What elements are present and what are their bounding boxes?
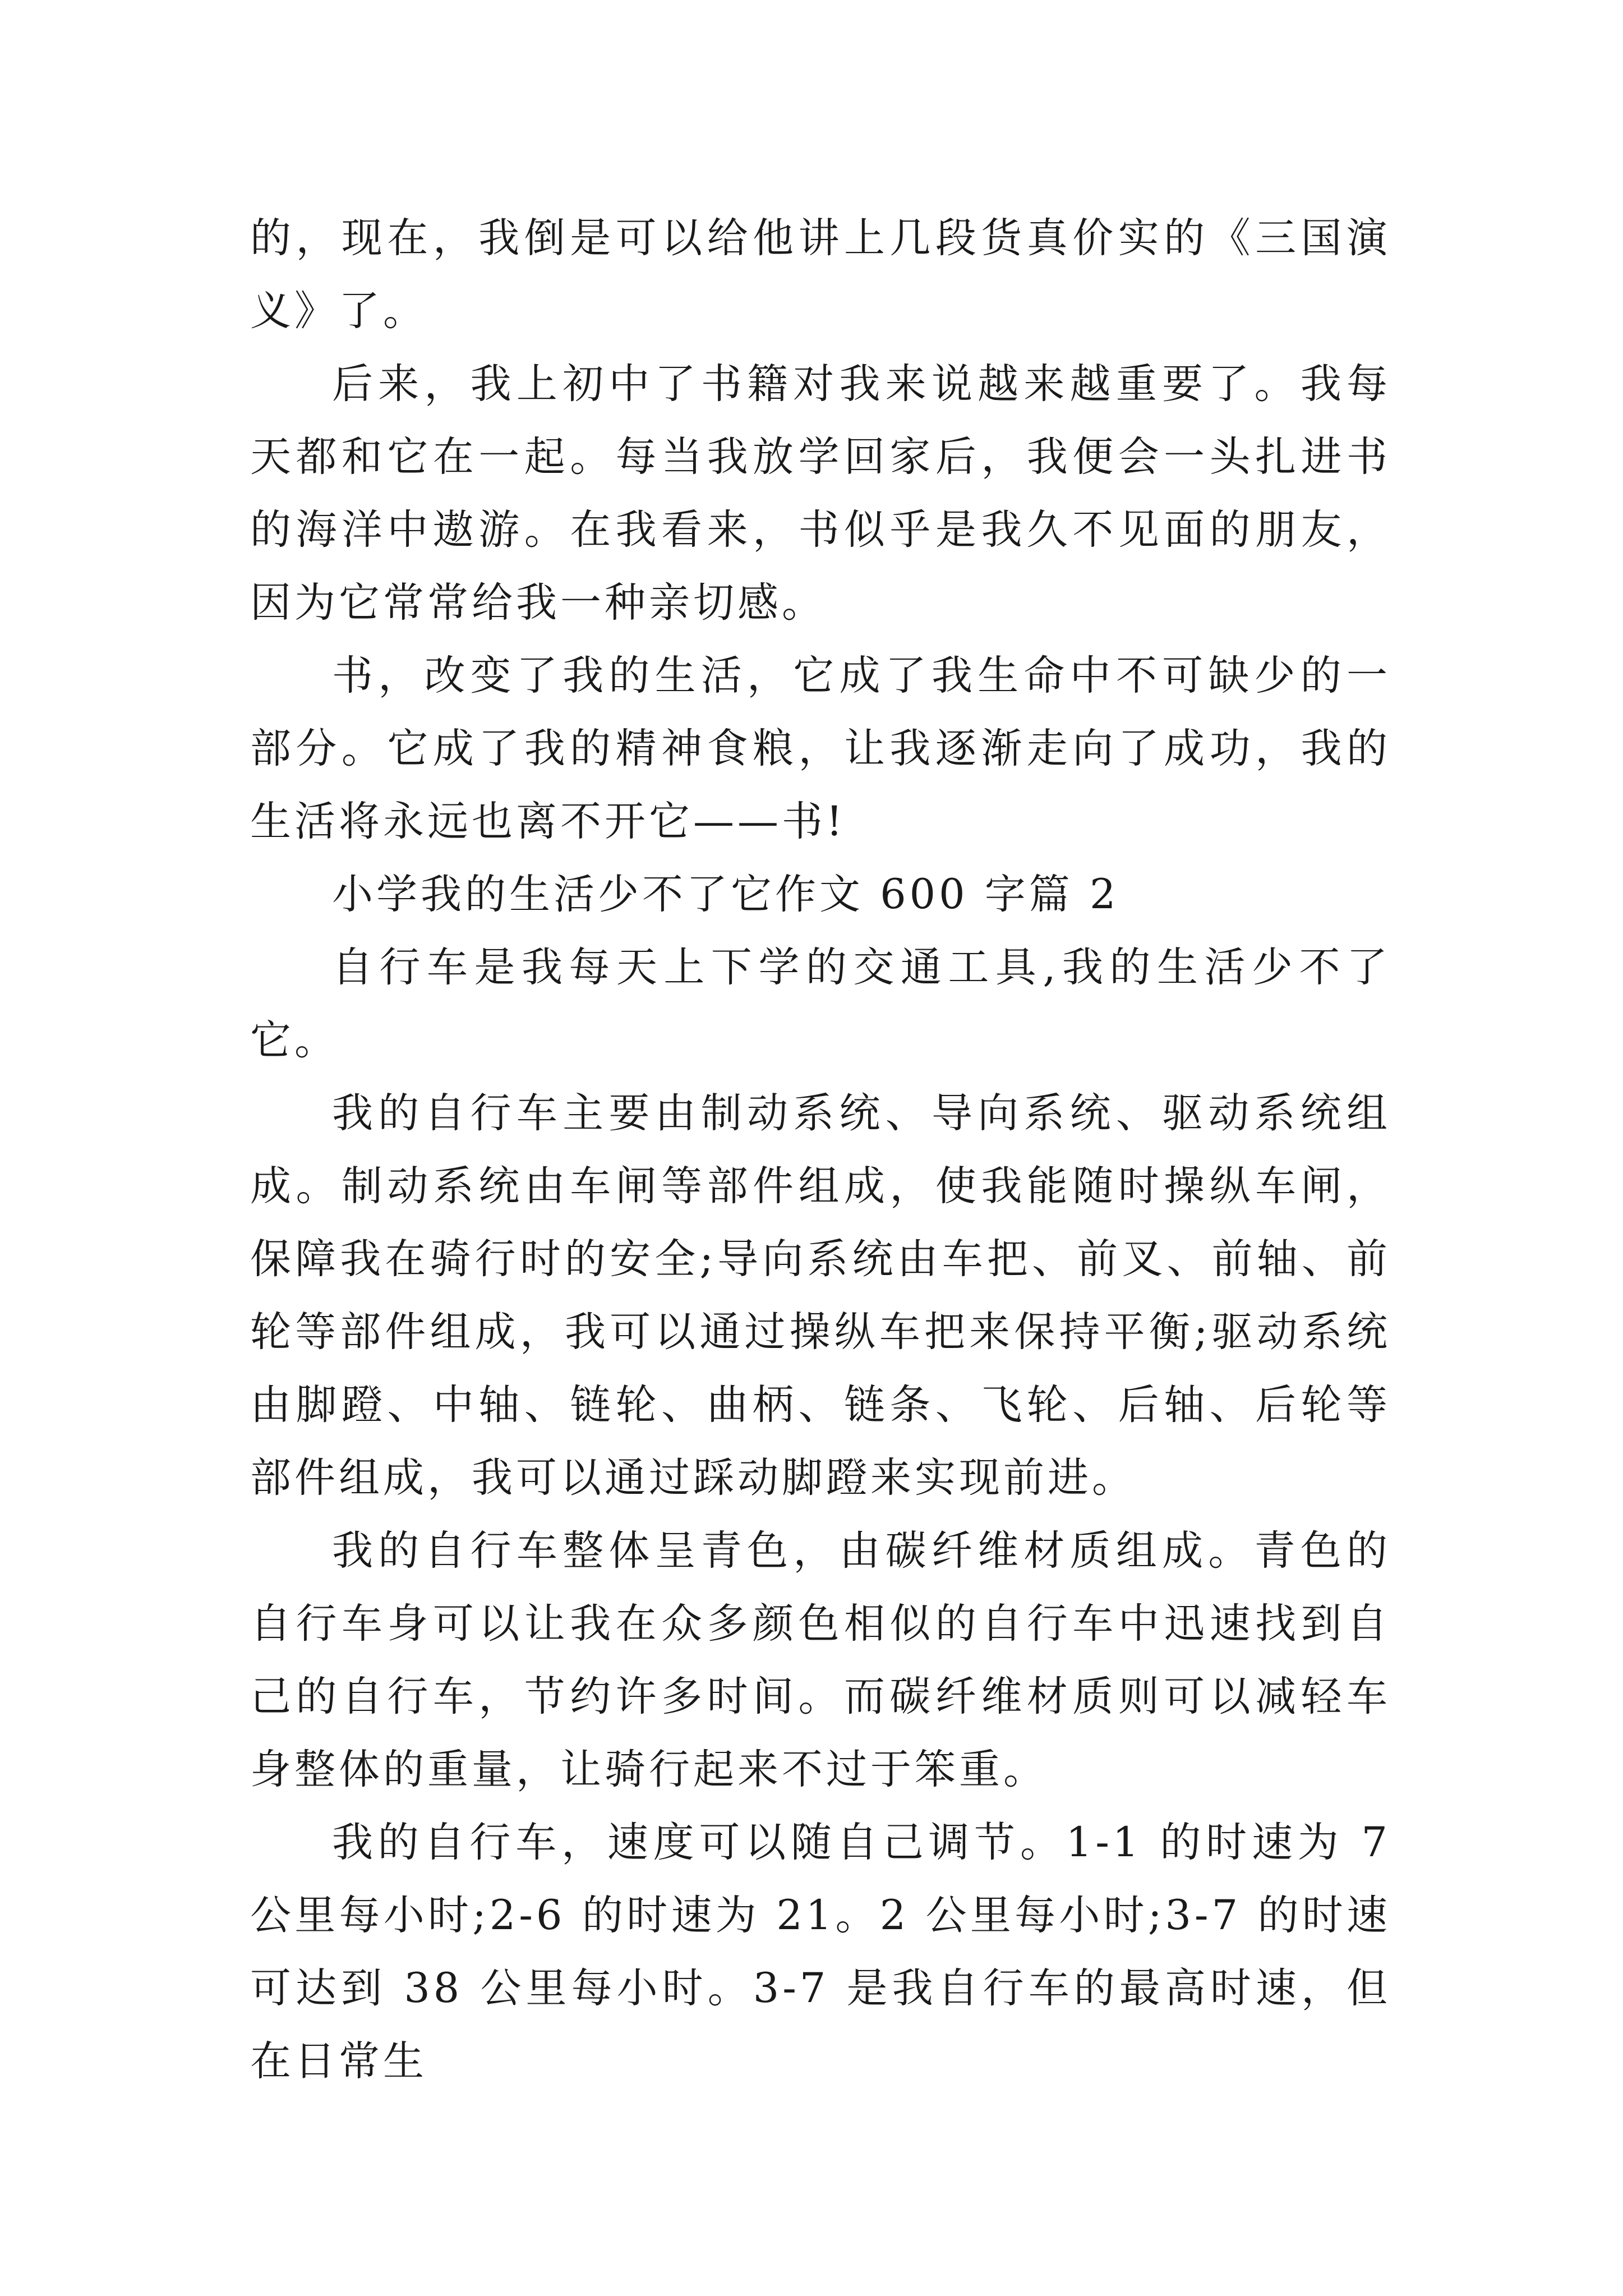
paragraph: 我的自行车整体呈青色，由碳纤维材质组成。青色的自行车身可以让我在众多颜色相似的自行车中迅速找到自己的自行车，节约许多时间。而碳纤维材质则可以减轻车身整体的重量，让骑行起来不过于笨重。 (250, 1527, 1391, 1793)
body-text (250, 202, 1391, 2098)
paragraph-continuation: 的，现在，我倒是可以给他讲上几段货真价实的《三国演义》了。 (250, 214, 1391, 335)
paragraph: 自行车是我每天上下学的交通工具,我的生活少不了它。 (250, 944, 1391, 1064)
paragraph: 我的自行车主要由制动系统、导向系统、驱动系统组成。制动系统由车闸等部件组成，使我能随时操纵车闸，保障我在骑行时的安全;导向系统由车把、前叉、前轴、前轮等部件组成，我可以通过操纵车把来保持平衡;驱动系统由脚蹬、中轴、链轮、曲柄、链条、飞轮、后轴、后轮等部件组成，我可以通过踩动脚蹬来实现前进。 (250, 1089, 1391, 1502)
paragraph: 书，改变了我的生活，它成了我生命中不可缺少的一部分。它成了我的精神食粮，让我逐渐走向了成功，我的生活将永远也离不开它——书! (250, 652, 1391, 845)
paragraph: 后来，我上初中了书籍对我来说越来越重要了。我每天都和它在一起。每当我放学回家后，我便会一头扎进书的海洋中遨游。在我看来，书似乎是我久不见面的朋友，因为它常常给我一种亲切感。 (250, 360, 1391, 627)
section-heading: 小学我的生活少不了它作文 600 字篇 2 (332, 871, 1119, 918)
paragraph: 我的自行车，速度可以随自己调节。1-1 的时速为 7 公里每小时;2-6 的时速为 21。2 公里每小时;3-7 的时速可达到 38 公里每小时。3-7 是我自行车的最高时速，但在日常生 (250, 1819, 1391, 2085)
